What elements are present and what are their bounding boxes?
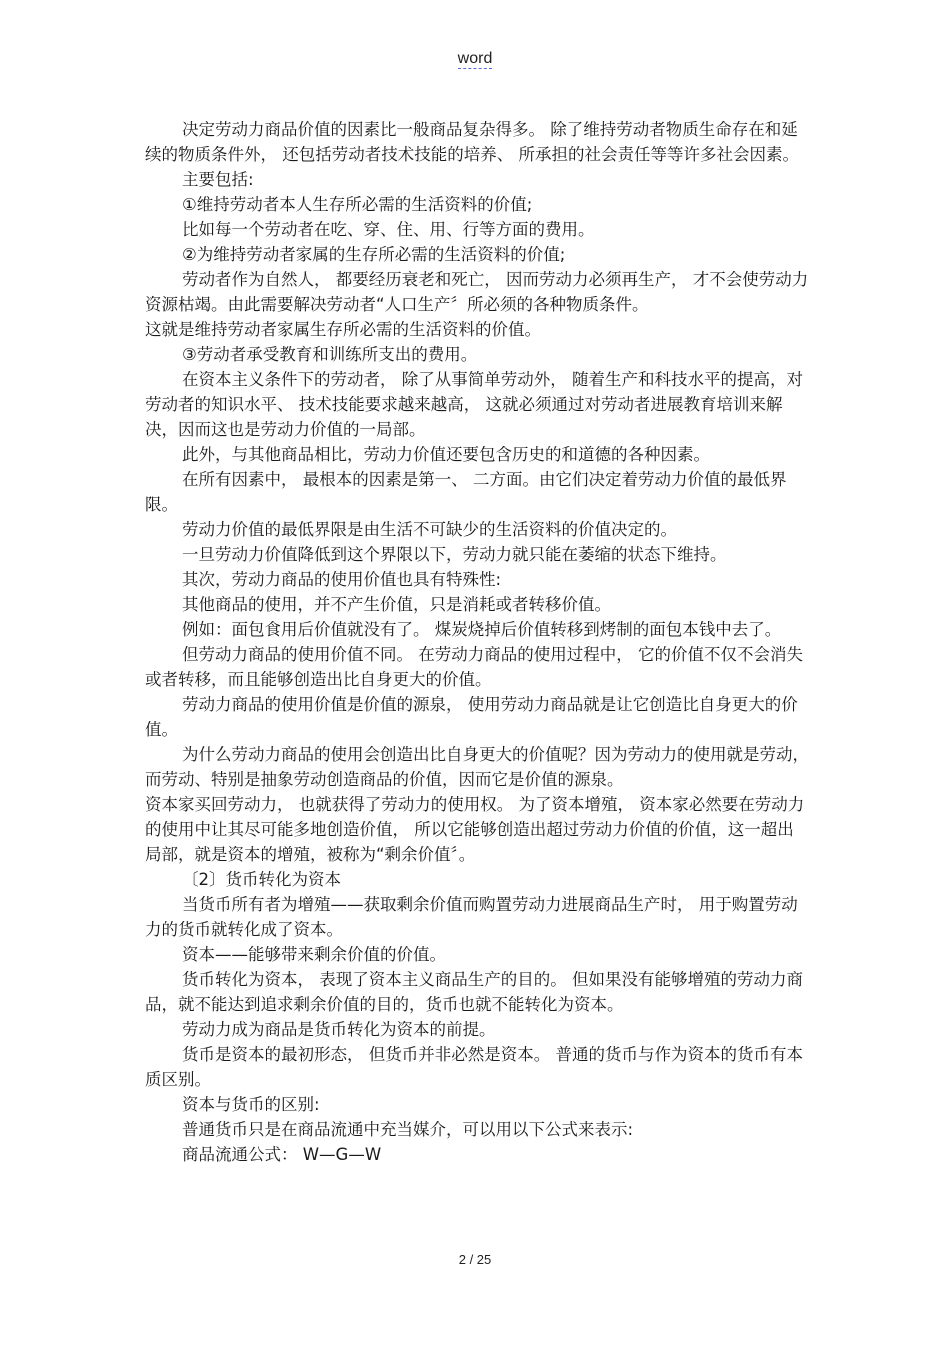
paragraph: ②为维持劳动者家属的生存所必需的生活资料的价值; [182, 245, 566, 264]
formula-line: 商品流通公式： W—G—W [182, 1145, 382, 1164]
paragraph: 比如每一个劳动者在吃、穿、住、用、行等方面的费用。 [182, 220, 595, 239]
paragraph: 资本与货币的区别: [182, 1095, 320, 1114]
page-header [0, 50, 950, 68]
paragraph: 资本家买回劳动力， 也就获得了劳动力的使用权。 为了资本增殖， 资本家必然要在劳动力的使用中让其尽可能多地创造价值， 所以它能够创造出超过劳动力价值的价值，这一超出局部，就是资本的增殖，被称为“剩余价值〞。 [145, 795, 805, 864]
paragraph: 资本——能够带来剩余价值的价值。 [182, 945, 446, 964]
paragraph: 货币是资本的最初形态， 但货币并非必然是资本。 普通的货币与作为资本的货币有本质区别。 [145, 1045, 803, 1089]
paragraph: 例如：面包食用后价值就没有了。 煤炭烧掉后价值转移到烤制的面包本钱中去了。 [182, 620, 782, 639]
paragraph: 在所有因素中， 最根本的因素是第一、 二方面。由它们决定着劳动力价值的最低界限。 [145, 470, 787, 514]
page-number: 2 / 25 [458, 1252, 492, 1267]
paragraph: 决定劳动力商品价值的因素比一般商品复杂得多。 除了维持劳动者物质生命存在和延续的物质条件外， 还包括劳动者技术技能的培养、 所承担的社会责任等等许多社会因素。 [145, 120, 799, 164]
paragraph: 劳动者作为自然人， 都要经历衰老和死亡， 因而劳动力必须再生产， 才不会使劳动力资源枯竭。由此需要解决劳动者“人口生产〞所必须的各种物质条件。 [145, 270, 809, 314]
paragraph: 一旦劳动力价值降低到这个界限以下，劳动力就只能在萎缩的状态下维持。 [182, 545, 727, 564]
paragraph: 这就是维持劳动者家属生存所必需的生活资料的价值。 [145, 320, 541, 339]
paragraph: 劳动力价值的最低界限是由生活不可缺少的生活资料的价值决定的。 [182, 520, 677, 539]
document-body [145, 117, 810, 1167]
paragraph: 为什么劳动力商品的使用会创造出比自身更大的价值呢？因为劳动力的使用就是劳动，而劳动、特别是抽象劳动创造商品的价值，因而它是价值的源泉。 [145, 745, 809, 789]
paragraph: 其他商品的使用，并不产生价值，只是消耗或者转移价值。 [182, 595, 611, 614]
paragraph: 劳动力成为商品是货币转化为资本的前提。 [182, 1020, 496, 1039]
paragraph: ①维持劳动者本人生存所必需的生活资料的价值; [182, 195, 533, 214]
paragraph: ③劳动者承受教育和训练所支出的费用。 [182, 345, 478, 364]
paragraph: 此外，与其他商品相比，劳动力价值还要包含历史的和道德的各种因素。 [182, 445, 710, 464]
paragraph: 在资本主义条件下的劳动者， 除了从事简单劳动外， 随着生产和科技水平的提高，对劳动者的知识水平、 技术技能要求越来越高， 这就必须通过对劳动者进展教育培训来解决，因而这也是劳动力价值的一局部。 [145, 370, 803, 439]
paragraph: 但劳动力商品的使用价值不同。 在劳动力商品的使用过程中， 它的价值不仅不会消失或者转移，而且能够创造出比自身更大的价值。 [145, 645, 803, 689]
paragraph: 其次，劳动力商品的使用价值也具有特殊性: [182, 570, 502, 589]
paragraph: 劳动力商品的使用价值是价值的源泉， 使用劳动力商品就是让它创造比自身更大的价值。 [145, 695, 798, 739]
paragraph: 普通货币只是在商品流通中充当媒介，可以用以下公式来表示: [182, 1120, 634, 1139]
paragraph: 当货币所有者为增殖——获取剩余价值而购置劳动力进展商品生产时， 用于购置劳动力的货币就转化成了资本。 [145, 895, 798, 939]
section-heading: 〔2〕货币转化为资本 [182, 870, 341, 889]
header-title: word [457, 50, 493, 67]
paragraph: 主要包括: [182, 170, 254, 189]
paragraph: 货币转化为资本， 表现了资本主义商品生产的目的。 但如果没有能够增殖的劳动力商品，就不能达到追求剩余价值的目的，货币也就不能转化为资本。 [145, 970, 803, 1014]
